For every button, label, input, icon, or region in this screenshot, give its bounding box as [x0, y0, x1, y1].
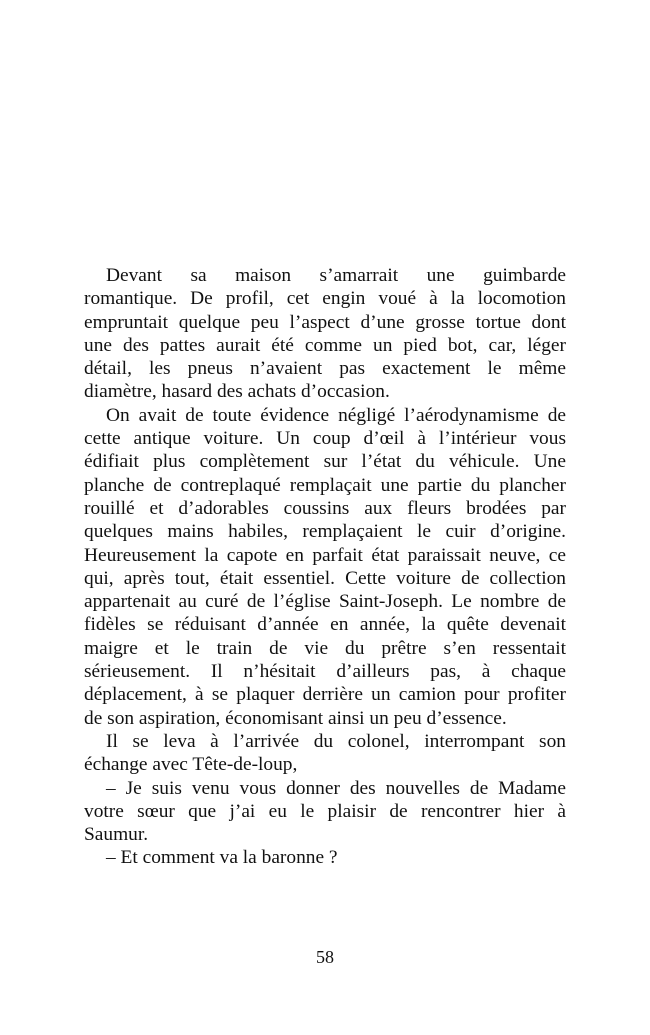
- text-line: Saumur.: [84, 824, 149, 846]
- text-line: Devant sa maison s’amarrait une guimbarde: [106, 265, 566, 286]
- text-line: de son aspiration, économisant ainsi un peu d’essence.: [84, 707, 507, 729]
- text-line: déplacement, à se plaquer derrière un camion pour profiter: [84, 684, 566, 706]
- text-line: – Je suis venu vous donner des nouvelles de Madame: [106, 777, 566, 799]
- text-line: fidèles se réduisant d’année en année, la quête devenait: [84, 614, 566, 636]
- text-line: une des pattes aurait été comme un pied bot, car, léger: [84, 334, 566, 356]
- text-line: votre sœur que j’ai eu le plaisir de rencontrer hier à: [84, 800, 566, 822]
- text-line: sérieusement. Il n’hésitait d’ailleurs pas, à chaque: [84, 661, 566, 683]
- text-line: qui, après tout, était essentiel. Cette voiture de collection: [84, 567, 566, 589]
- text-line: maigre et le train de vie du prêtre s’en ressentait: [84, 637, 566, 659]
- text-line: Il se leva à l’arrivée du colonel, interrompant son: [106, 730, 566, 752]
- text-line: romantique. De profil, cet engin voué à la locomotion: [84, 288, 566, 310]
- text-line: échange avec Tête-de-loup,: [84, 754, 298, 776]
- text-line: édifiait plus complètement sur l’état du véhicule. Une: [84, 451, 566, 473]
- page-number: 58: [316, 947, 334, 967]
- text-line: – Et comment va la baronne ?: [106, 847, 338, 869]
- text-line: On avait de toute évidence négligé l’aérodynamisme de: [106, 404, 566, 426]
- text-line: diamètre, hasard des achats d’occasion.: [84, 381, 390, 403]
- text-line: empruntait quelque peu l’aspect d’une grosse tortue dont: [84, 311, 566, 333]
- text-line: quelques mains habiles, remplaçaient le cuir d’origine.: [84, 521, 566, 543]
- text-line: cette antique voiture. Un coup d’œil à l’intérieur vous: [84, 428, 566, 450]
- text-line: planche de contreplaqué remplaçait une partie du plancher: [84, 474, 566, 496]
- body-text: [84, 264, 566, 870]
- text-line: rouillé et d’adorables coussins aux fleurs brodées par: [84, 497, 566, 519]
- text-line: Heureusement la capote en parfait état paraissait neuve, ce: [84, 544, 566, 566]
- text-line: appartenait au curé de l’église Saint-Joseph. Le nombre de: [84, 591, 566, 613]
- text-line: détail, les pneus n’avaient pas exactement le même: [84, 358, 566, 380]
